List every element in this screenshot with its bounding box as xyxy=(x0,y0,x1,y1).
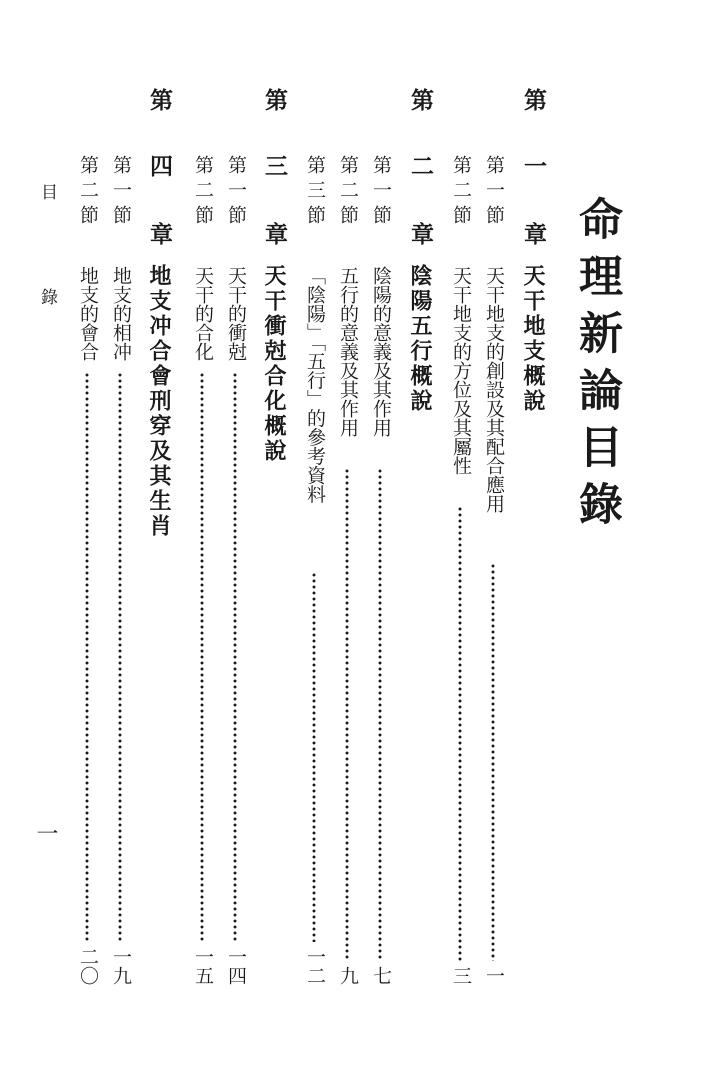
chapter-2-number: 二 xyxy=(407,154,434,177)
chapter-4-section-2-label: 第二節 xyxy=(77,155,99,230)
chapter-4-section-1-title: 地支的相冲 xyxy=(110,266,132,361)
chapter-1-section-1-label: 第一節 xyxy=(483,155,505,230)
chapter-3-title: 天干衝尅合化概說 xyxy=(261,264,287,464)
chapter-1-section-2-page: 三 xyxy=(450,966,472,985)
chapter-2-section-1-leader xyxy=(378,468,382,961)
chapter-4-label: 第 xyxy=(146,88,173,111)
chapter-4-section-2-leader xyxy=(85,372,89,942)
chapter-1-label: 第 xyxy=(520,88,547,111)
chapter-2-section-3-title: 「陰陽」「五行」的參考資料 xyxy=(304,266,326,504)
chapter-4-section-1-page: 一九 xyxy=(110,947,132,985)
chapter-4-section-2-page: 二〇 xyxy=(77,947,99,985)
chapter-2-section-3-leader xyxy=(312,572,316,942)
chapter-2-section-1-page: 七 xyxy=(370,966,392,985)
chapter-3-word: 章 xyxy=(261,222,288,245)
chapter-2-label: 第 xyxy=(407,88,434,111)
chapter-2-section-2-page: 九 xyxy=(337,966,359,985)
book-title: 命理新論目錄 xyxy=(571,196,622,538)
chapter-1-word: 章 xyxy=(520,222,547,245)
chapter-2-section-1-label: 第一節 xyxy=(370,155,392,230)
chapter-1-title: 天干地支概說 xyxy=(520,264,546,414)
chapter-4-section-2-title: 地支的會合 xyxy=(77,266,99,361)
chapter-1-section-2-label: 第二節 xyxy=(450,155,472,230)
chapter-1-number: 一 xyxy=(520,154,547,177)
chapter-4-word: 章 xyxy=(146,222,173,245)
chapter-3-section-1-leader xyxy=(233,372,237,942)
chapter-2-section-3-page: 一二 xyxy=(304,947,326,985)
page-number: 一 xyxy=(33,822,58,844)
chapter-2-word: 章 xyxy=(407,222,434,245)
chapter-1-section-1-page: 一 xyxy=(483,966,505,985)
chapter-3-section-1-label: 第一節 xyxy=(225,155,247,230)
chapter-2-title: 陰陽五行概說 xyxy=(407,264,433,414)
chapter-2-section-2-label: 第二節 xyxy=(337,155,359,230)
chapter-1-section-1-title: 天干地支的創設及其配合應用 xyxy=(483,266,505,513)
chapter-2-section-1-title: 陰陽的意義及其作用 xyxy=(370,266,392,437)
chapter-3-section-2-label: 第二節 xyxy=(192,155,214,230)
chapter-4-section-1-label: 第一節 xyxy=(110,155,132,230)
chapter-4-section-1-leader xyxy=(118,372,122,942)
chapter-3-section-2-page: 一五 xyxy=(192,947,214,985)
chapter-3-section-1-page: 一四 xyxy=(225,947,247,985)
chapter-3-section-1-title: 天干的衝尅 xyxy=(225,266,247,361)
chapter-1-section-2-title: 天干地支的方位及其屬性 xyxy=(450,266,472,475)
chapter-1-section-1-leader xyxy=(491,563,495,961)
running-head: 目錄 xyxy=(37,183,57,393)
chapter-1-section-2-leader xyxy=(458,506,462,961)
chapter-3-label: 第 xyxy=(261,88,288,111)
chapter-3-number: 三 xyxy=(261,154,288,177)
chapter-2-section-2-leader xyxy=(345,468,349,961)
chapter-2-section-3-label: 第三節 xyxy=(304,155,326,230)
chapter-3-section-2-title: 天干的合化 xyxy=(192,266,214,361)
chapter-4-title: 地支冲合會刑穿及其生肖 xyxy=(146,264,172,539)
chapter-3-section-2-leader xyxy=(200,372,204,942)
chapter-4-number: 四 xyxy=(146,154,173,177)
chapter-2-section-2-title: 五行的意義及其作用 xyxy=(337,266,359,437)
